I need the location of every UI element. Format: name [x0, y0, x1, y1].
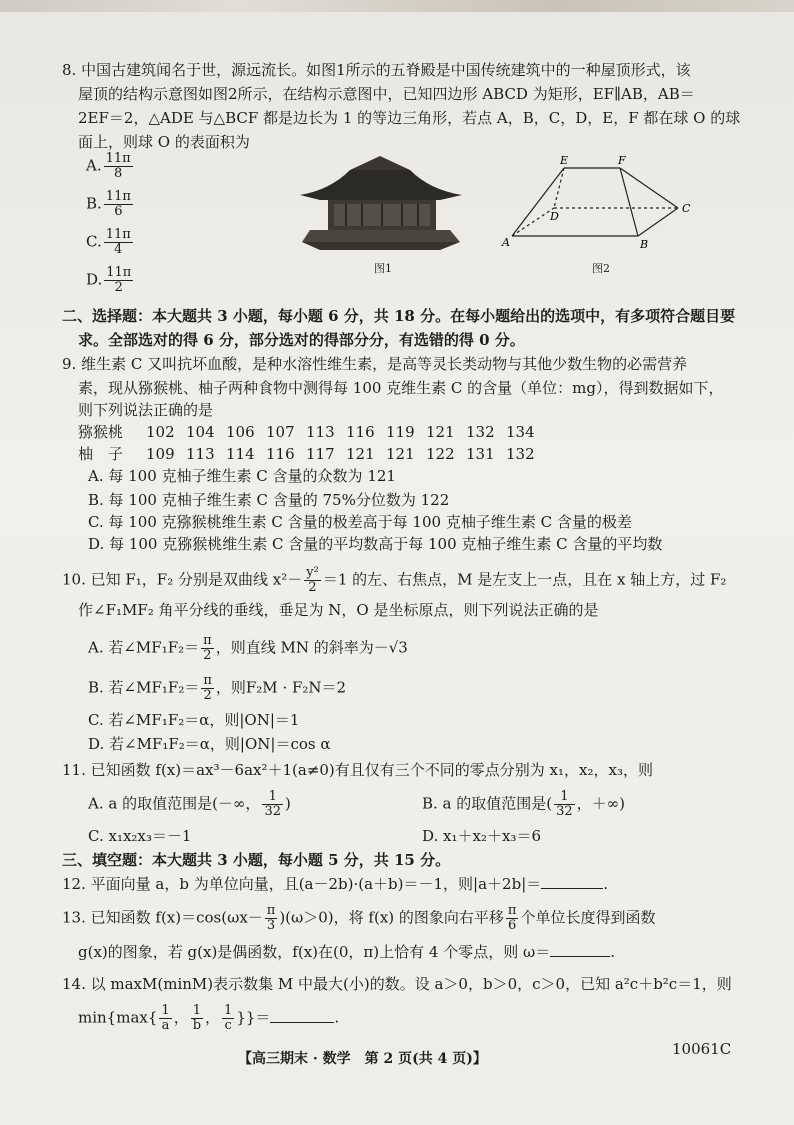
q14-line1: 14. 以 maxM(minM)表示数集 M 中最大(小)的数。设 a＞0，b＞0，c＞0，已知 a²c＋b²c＝1，则 [62, 975, 732, 993]
data-cell: 104 [186, 423, 215, 441]
q8-option-b: B. $\frac{11\pi}{6}$ [86, 189, 131, 219]
q9-option-d: D. 每 100 克猕猴桃维生素 C 含量的平均数高于每 100 克柚子维生素 C 含量的平均数 [88, 535, 663, 553]
q8-line1: 8. 中国古建筑闻名于世，源远流长。如图1所示的五脊殿是中国传统建筑中的一种屋顶形式，该 [62, 61, 691, 79]
q10-option-d: D. 若∠MF₁F₂＝α，则|ON|＝cos α [88, 735, 331, 753]
row-label: 柚 子 [78, 445, 124, 463]
data-cell: 122 [426, 445, 455, 463]
q9-data-row-kiwi [78, 422, 546, 442]
q10-option-c: C. 若∠MF₁F₂＝α，则|ON|＝1 [88, 711, 300, 729]
data-cell: 109 [146, 445, 175, 463]
data-cell: 131 [466, 445, 495, 463]
label-e: E [560, 154, 569, 167]
q13-line1: 13. 已知函数 f(x)＝cos(ωx－ $\frac{\pi}{3}$ )(ω＞0)，将 f(x) 的图象向右平移 $\frac{\pi}{6}$ 个单位长度得到函数 [62, 903, 656, 933]
q11-option-a: A. a 的取值范围是(－∞， $\frac{1}{32}$ ) [88, 789, 291, 819]
data-cell: 113 [186, 445, 215, 463]
q10-line1: 10. 已知 F₁，F₂ 分别是双曲线 x²－ $\frac{\text{y²}}{2}$ ＝1 的左、右焦点，M 是左支上一点，且在 x 轴上方，过 F₂ [62, 565, 727, 595]
label-d: D [550, 210, 559, 223]
data-cell: 114 [226, 445, 255, 463]
q9-line1: 9. 维生素 C 又叫抗坏血酸，是种水溶性维生素，是高等灵长类动物与其他少数生物的必需营养 [62, 355, 688, 373]
q8-line2: 屋顶的结构示意图如图2所示，在结构示意图中，已知四边形 ABCD 为矩形，EF∥AB，AB＝ [78, 85, 695, 103]
data-cell: 134 [506, 423, 535, 441]
data-cell: 117 [306, 445, 335, 463]
q9-line2: 素，现从猕猴桃、柚子两种食物中测得每 100 克维生素 C 的含量（单位：mg），得到数据如下， [78, 379, 724, 397]
q11-line1: 11. 已知函数 f(x)＝ax³－6ax²＋1(a≠0)有且仅有三个不同的零点分别为 x₁，x₂，x₃，则 [62, 761, 653, 779]
q8-option-d: D. $\frac{11\pi}{2}$ [86, 265, 132, 295]
scan-edge [0, 0, 794, 12]
figure2-caption: 图2 [592, 262, 610, 275]
temple-figure [290, 150, 470, 255]
figure1-caption: 图1 [374, 262, 392, 275]
data-cell: 119 [386, 423, 415, 441]
q10-option-b: B. 若∠MF₁F₂＝ $\frac{\pi}{2}$ ，则F₂M · F₂N＝2 [88, 673, 347, 703]
q10-option-a: A. 若∠MF₁F₂＝ $\frac{\pi}{2}$ ，则直线 MN 的斜率为－√3 [88, 633, 408, 663]
section2-line2: 求。全部选对的得 6 分，部分选对的得部分分，有选错的得 0 分。 [78, 331, 525, 349]
q9-option-a: A. 每 100 克柚子维生素 C 含量的众数为 121 [88, 467, 396, 485]
label-a: A [502, 236, 510, 249]
data-cell: 116 [346, 423, 375, 441]
data-cell: 121 [386, 445, 415, 463]
q14-line2: min{max{ $\frac{1}{a}$ ， $\frac{1}{b}$ ， $\frac{1}{c}$ }}＝ . [78, 1003, 340, 1033]
q11-option-b: B. a 的取值范围是( $\frac{1}{32}$ ，＋∞) [422, 789, 626, 819]
q9-option-c: C. 每 100 克猕猴桃维生素 C 含量的极差高于每 100 克柚子维生素 C 含量的极差 [88, 513, 632, 531]
q10-line2: 作∠F₁MF₂ 角平分线的垂线，垂足为 N，O 是坐标原点，则下列说法正确的是 [78, 601, 599, 619]
data-cell: 106 [226, 423, 255, 441]
data-cell: 132 [506, 445, 535, 463]
section3-line1: 三、填空题：本大题共 3 小题，每小题 5 分，共 15 分。 [62, 851, 451, 869]
q11-option-d: D. x₁＋x₂＋x₃＝6 [422, 827, 541, 845]
q8-line3: 2EF＝2，△ADE 与△BCF 都是边长为 1 的等边三角形，若点 A，B，C，D，E，F 都在球 O 的球 [78, 109, 741, 127]
page-footer: 【高三期末 · 数学 第 2 页(共 4 页)】 [238, 1051, 487, 1067]
q9-line3: 则下列说法正确的是 [78, 401, 214, 419]
paper-code: 10061C [672, 1040, 732, 1058]
q9-data-row-pomelo [78, 444, 546, 464]
label-f: F [618, 154, 626, 167]
q8-line4: 面上，则球 O 的表面积为 [78, 133, 250, 151]
q9-option-b: B. 每 100 克柚子维生素 C 含量的 75%分位数为 122 [88, 491, 450, 509]
q13-line2: g(x)的图象，若 g(x)是偶函数，f(x)在(0，π)上恰有 4 个零点，则 ω＝ . [78, 943, 615, 961]
data-cell: 107 [266, 423, 295, 441]
label-b: B [640, 238, 649, 251]
data-cell: 132 [466, 423, 495, 441]
data-cell: 116 [266, 445, 295, 463]
row-label: 猕猴桃 [78, 423, 124, 441]
q12-line1: 12. 平面向量 a，b 为单位向量，且(a－2b)·(a＋b)＝－1，则|a＋2b|＝ . [62, 875, 609, 893]
q11-option-c: C. x₁x₂x₃＝－1 [88, 827, 192, 845]
q8-option-c: C. $\frac{11\pi}{4}$ [86, 227, 131, 257]
q8-option-a: A. $\frac{11\pi}{8}$ [86, 151, 131, 181]
data-cell: 121 [426, 423, 455, 441]
data-cell: 102 [146, 423, 175, 441]
data-cell: 121 [346, 445, 375, 463]
data-cell: 113 [306, 423, 335, 441]
roof-structure-figure [498, 152, 698, 252]
section2-line1: 二、选择题：本大题共 3 小题，每小题 6 分，共 18 分。在每小题给出的选项中，有多项符合题目要 [62, 307, 736, 325]
label-c: C [682, 202, 691, 215]
